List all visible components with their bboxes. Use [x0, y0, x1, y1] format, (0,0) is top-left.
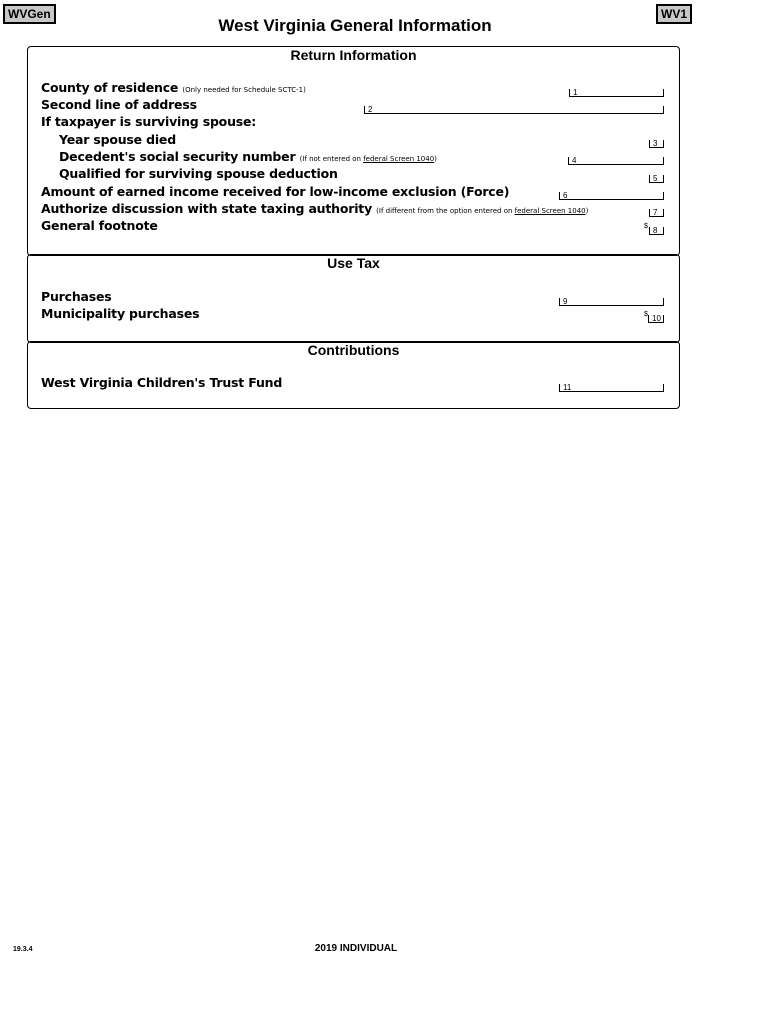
- federal-screen-1040-link[interactable]: federal Screen 1040: [363, 155, 435, 163]
- field-number: 2: [368, 105, 373, 114]
- page-title: West Virginia General Information: [218, 16, 492, 35]
- federal-screen-1040-link[interactable]: federal Screen 1040: [514, 207, 586, 215]
- authorize-discussion-label: Authorize discussion with state taxing authority (If different from the option entered on federal Screen 1040): [41, 201, 589, 216]
- second-line-of-address-field[interactable]: [364, 106, 664, 114]
- field-number: 8: [653, 226, 658, 235]
- field-number: 10: [652, 314, 661, 323]
- purchases-label: Purchases: [41, 289, 112, 304]
- county-of-residence-field[interactable]: [569, 89, 664, 97]
- return-information-section: [27, 46, 680, 256]
- authorize-discussion-field[interactable]: [649, 209, 664, 217]
- dollar-sign: $: [644, 311, 648, 318]
- qualified-surviving-spouse-label: Qualified for surviving spouse deduction: [59, 166, 338, 181]
- municipality-purchases-label: Municipality purchases: [41, 306, 200, 321]
- field-number: 6: [563, 191, 568, 200]
- field-number: 3: [653, 139, 658, 148]
- dollar-sign: $: [644, 223, 648, 230]
- field-number: 1: [573, 88, 578, 97]
- general-footnote-field[interactable]: [649, 227, 664, 235]
- contributions-section: [27, 341, 680, 409]
- qualified-surviving-spouse-field[interactable]: [649, 175, 664, 183]
- general-footnote-label: General footnote: [41, 218, 158, 233]
- field-number: 7: [653, 208, 658, 217]
- section-title-contributions: Contributions: [307, 342, 400, 358]
- decedent-ssn-note: (If not entered on federal Screen 1040): [299, 155, 437, 163]
- earned-income-exclusion-label: Amount of earned income received for low-income exclusion (Force): [41, 184, 510, 199]
- field-number: 5: [653, 174, 658, 183]
- form-id-tag: WVGen: [3, 4, 56, 24]
- childrens-trust-fund-field[interactable]: [559, 384, 664, 392]
- field-number: 4: [572, 156, 577, 165]
- authorize-discussion-note: (If different from the option entered on federal Screen 1040): [376, 207, 589, 215]
- field-number: 11: [563, 383, 572, 392]
- section-title-return-information: Return Information: [290, 47, 417, 63]
- form-year-label: 2019 INDIVIDUAL: [314, 943, 398, 954]
- county-note: (Only needed for Schedule SCTC-1): [182, 86, 306, 94]
- use-tax-section: [27, 254, 680, 343]
- childrens-trust-fund-label: West Virginia Children's Trust Fund: [41, 375, 283, 390]
- section-title-use-tax: Use Tax: [327, 255, 380, 271]
- year-spouse-died-field[interactable]: [649, 140, 664, 148]
- decedent-ssn-field[interactable]: [568, 157, 664, 165]
- software-version: 19.3.4: [13, 946, 33, 953]
- second-line-of-address-label: Second line of address: [41, 97, 197, 112]
- field-number: 9: [563, 297, 568, 306]
- earned-income-exclusion-field[interactable]: [559, 192, 664, 200]
- municipality-purchases-field[interactable]: [648, 315, 664, 323]
- county-of-residence-label: County of residence (Only needed for Schedule SCTC-1): [41, 80, 306, 95]
- year-spouse-died-label: Year spouse died: [59, 132, 176, 147]
- screen-id-tag: WV1: [656, 4, 692, 24]
- surviving-spouse-heading: If taxpayer is surviving spouse:: [41, 114, 257, 129]
- purchases-field[interactable]: [559, 298, 664, 306]
- decedent-ssn-label: Decedent's social security number (If not entered on federal Screen 1040): [59, 149, 437, 164]
